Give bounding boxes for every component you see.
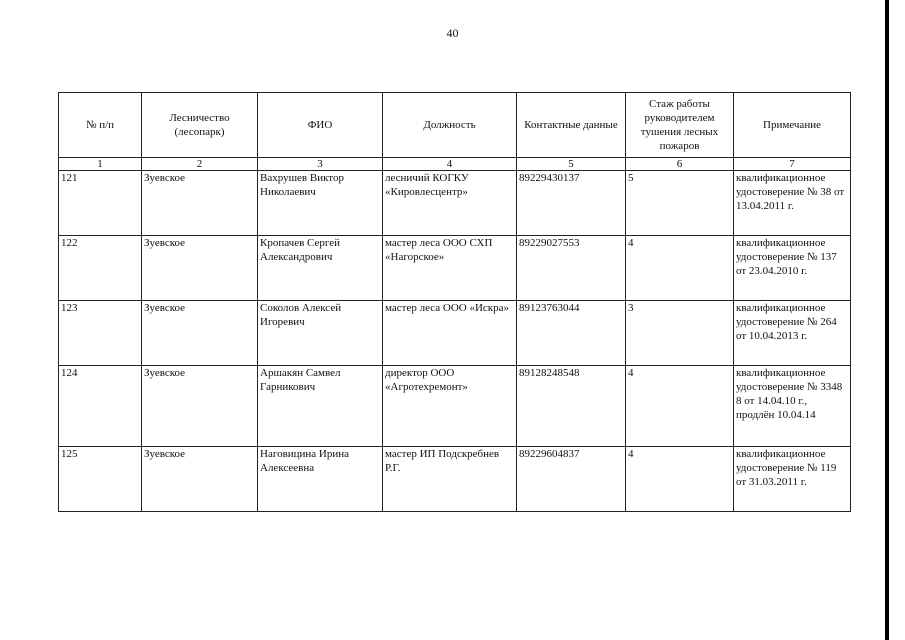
column-number-cell: 4 <box>383 158 517 171</box>
cell-experience: 3 <box>626 301 734 366</box>
header-cell-experience: Стаж работы руководителем тушения лесных пожаров <box>626 93 734 158</box>
cell-contacts: 89229027553 <box>517 236 626 301</box>
header-cell-forestry: Лесничество (лесопарк) <box>142 93 258 158</box>
cell-forestry: Зуевское <box>142 236 258 301</box>
table-row <box>59 301 851 366</box>
column-number-row <box>59 158 851 171</box>
header-cell-name: ФИО <box>258 93 383 158</box>
cell-position: мастер леса ООО СХП «Нагорское» <box>383 236 517 301</box>
table-row <box>59 236 851 301</box>
table-row <box>59 171 851 236</box>
cell-experience: 4 <box>626 366 734 447</box>
cell-name: Кропачев Сергей Александрович <box>258 236 383 301</box>
column-number-cell: 5 <box>517 158 626 171</box>
table-row <box>59 366 851 447</box>
cell-number: 125 <box>59 447 142 512</box>
header-cell-contacts: Контактные данные <box>517 93 626 158</box>
page-number: 40 <box>446 26 459 40</box>
cell-note: квалификационное удостоверение № 137 от 23.04.2010 г. <box>734 236 851 301</box>
cell-contacts: 89229430137 <box>517 171 626 236</box>
fire-managers-table <box>58 92 851 512</box>
cell-note: квалификационное удостоверение № 38 от 13.04.2011 г. <box>734 171 851 236</box>
cell-name: Наговицина Ирина Алексеевна <box>258 447 383 512</box>
column-number-cell: 7 <box>734 158 851 171</box>
cell-note: квалификационное удостоверение № 119 от 31.03.2011 г. <box>734 447 851 512</box>
cell-contacts: 89123763044 <box>517 301 626 366</box>
header-cell-position: Должность <box>383 93 517 158</box>
cell-name: Вахрушев Виктор Николаевич <box>258 171 383 236</box>
table-header-row <box>59 93 851 158</box>
cell-position: мастер ИП Подскребнев Р.Г. <box>383 447 517 512</box>
column-number-cell: 1 <box>59 158 142 171</box>
cell-position: директор ООО «Агротехремонт» <box>383 366 517 447</box>
scan-edge-bar <box>885 0 889 640</box>
cell-experience: 4 <box>626 236 734 301</box>
cell-number: 124 <box>59 366 142 447</box>
header-cell-note: Примечание <box>734 93 851 158</box>
cell-experience: 5 <box>626 171 734 236</box>
column-number-cell: 3 <box>258 158 383 171</box>
cell-position: мастер леса ООО «Искра» <box>383 301 517 366</box>
cell-forestry: Зуевское <box>142 366 258 447</box>
cell-contacts: 89229604837 <box>517 447 626 512</box>
cell-name: Соколов Алексей Игоревич <box>258 301 383 366</box>
column-number-cell: 2 <box>142 158 258 171</box>
cell-position: лесничий КОГКУ «Кировлесцентр» <box>383 171 517 236</box>
header-cell-number: № п/п <box>59 93 142 158</box>
cell-forestry: Зуевское <box>142 447 258 512</box>
cell-name: Аршакян Самвел Гарникович <box>258 366 383 447</box>
cell-number: 121 <box>59 171 142 236</box>
cell-forestry: Зуевское <box>142 171 258 236</box>
cell-forestry: Зуевское <box>142 301 258 366</box>
cell-note: квалификационное удостоверение № 264 от 10.04.2013 г. <box>734 301 851 366</box>
cell-note: квалификационное удостоверение № 3348 8 от 14.04.10 г., продлён 10.04.14 <box>734 366 851 447</box>
table-row <box>59 447 851 512</box>
column-number-cell: 6 <box>626 158 734 171</box>
cell-number: 123 <box>59 301 142 366</box>
cell-number: 122 <box>59 236 142 301</box>
cell-contacts: 89128248548 <box>517 366 626 447</box>
cell-experience: 4 <box>626 447 734 512</box>
